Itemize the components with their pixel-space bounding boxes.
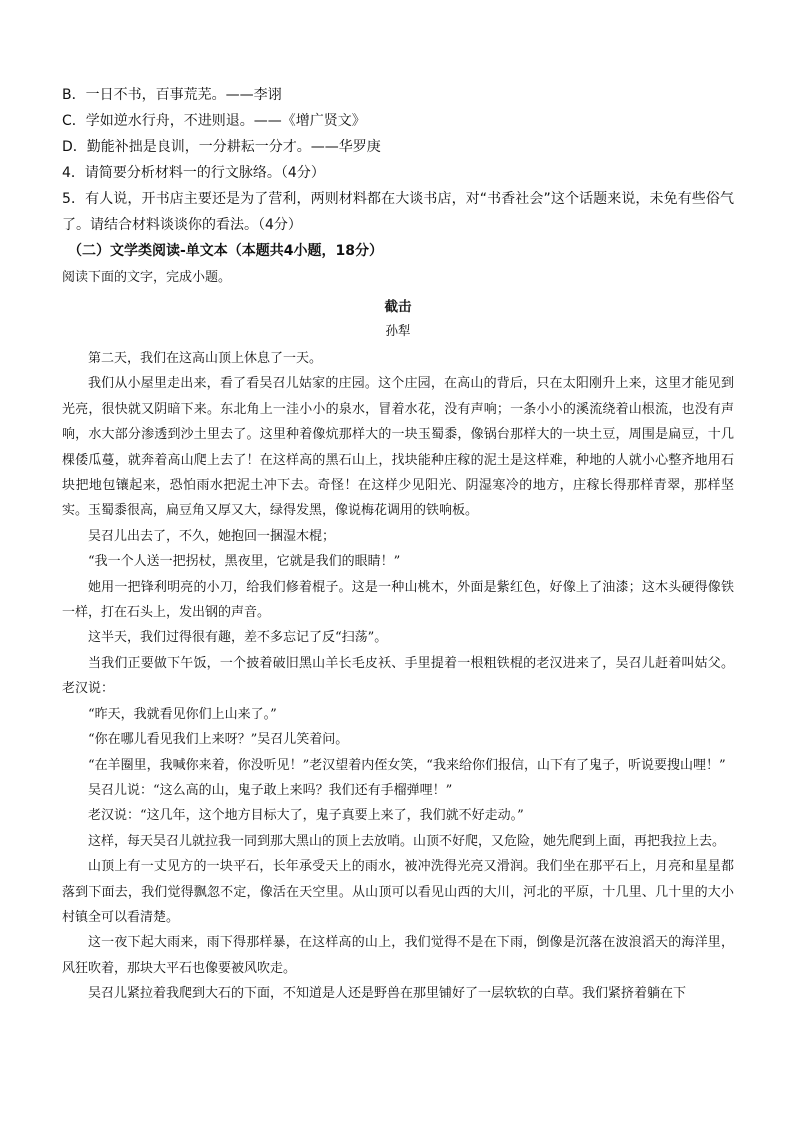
option-b: B．一日不书，百事荒芜。——李诩 bbox=[62, 87, 282, 103]
story-paragraph: 这一夜下起大雨来，雨下得那样暴，在这样高的山上，我们觉得不是在下雨，倒像是沉落在波浪滔天的海洋里，风狂吹着，那块大平石也像要被风吹走。 bbox=[62, 935, 734, 976]
story-paragraph: 我们从小屋里走出来，看了看吴召儿姑家的庄园。这个庄园，在高山的背后，只在太阳刚升上来，这里才能见到光亮，很快就又阴暗下来。东北角上一洼小小的泉水，冒着水花，没有声响；一条小小的溪流绕着山根流，也没有声响，水大部分渗透到沙土里去了。这里种着像炕那样大的一块玉蜀黍，像锅台那样大的一块土豆，周围是扁豆，十几棵倭瓜蔓，就奔着高山爬上去了！在这样高的黑石山上，找块能种庄稼的泥土是这样难，种地的人就小心整齐地用石块把地包镶起来，恐怕雨水把泥土冲下去。奇怪！在这样少见阳光、阴湿寒冷的地方，庄稼长得那样青翠，那样坚实。玉蜀黍很高，扁豆角又厚又大，绿得发黑，像说梅花调用的铁响板。 bbox=[62, 376, 734, 519]
story-paragraph: 吴召儿说：“这么高的山，鬼子敢上来吗？我们还有手榴弹哩！” bbox=[88, 782, 453, 798]
story-paragraph: “在羊圈里，我喊你来着，你没听见！”老汉望着内侄女笑，“我来给你们报信，山下有了鬼子，听说要搜山哩！” bbox=[88, 757, 726, 773]
story-paragraph: 她用一把锋利明亮的小刀，给我们修着棍子。这是一种山桃木，外面是紫红色，好像上了油漆；这木头硬得像铁一样，打在石头上，发出钢的声音。 bbox=[62, 579, 734, 621]
question-5: 5．有人说，开书店主要还是为了营利，两则材料都在大谈书店，对“书香社会”这个话题来说，未免有些俗气了。请结合材料谈谈你的看法。（4分） bbox=[62, 191, 734, 233]
reading-instruction: 阅读下面的文字，完成小题。 bbox=[62, 270, 232, 285]
story-title: 截击 bbox=[384, 299, 412, 315]
exam-page bbox=[62, 82, 734, 1007]
section-heading: （二）文学类阅读-单文本（本题共4小题，18分） bbox=[68, 243, 384, 259]
story-paragraph: 这半天，我们过得很有趣，差不多忘记了反“扫荡”。 bbox=[88, 630, 388, 646]
story-paragraph: 第二天，我们在这高山顶上休息了一天。 bbox=[88, 351, 323, 366]
question-4: 4．请简要分析材料一的行文脉络。（4分） bbox=[62, 165, 325, 181]
story-paragraph: 老汉说：“这几年，这个地方目标大了，鬼子真要上来了，我们就不好走动。” bbox=[88, 808, 524, 824]
story-paragraph: 山顶上有一丈见方的一块平石，长年承受天上的雨水，被冲洗得光亮又滑润。我们坐在那平石上，月亮和星星都落到下面去，我们觉得飘忽不定，像活在天空里。从山顶可以看见山西的大川，河北的平原，十几里、几十里的大小村镇全可以看清楚。 bbox=[62, 859, 734, 925]
story-author: 孙犁 bbox=[385, 323, 411, 338]
story-body bbox=[62, 346, 734, 1007]
story-paragraph: 当我们正要做下午饭，一个披着破旧黑山羊长毛皮袄、手里提着一根粗铁棍的老汉进来了，吴召儿赶着叫姑父。老汉说： bbox=[62, 655, 734, 697]
option-d: D．勤能补拙是良训，一分耕耘一分才。——华罗庚 bbox=[62, 139, 381, 155]
story-paragraph: “我一个人送一把拐杖，黑夜里，它就是我们的眼睛！” bbox=[88, 554, 401, 570]
story-paragraph: 吴召儿出去了，不久，她抱回一捆湿木棍； bbox=[88, 528, 336, 544]
story-paragraph: “你在哪儿看见我们上来呀？”吴召儿笑着问。 bbox=[88, 732, 349, 748]
story-paragraph: 这样，每天吴召儿就拉我一同到那大黑山的顶上去放哨。山顶不好爬，又危险，她先爬到上面，再把我拉上去。 bbox=[88, 833, 726, 849]
story-paragraph: 吴召儿紧拉着我爬到大石的下面，不知道是人还是野兽在那里铺好了一层软软的白草。我们紧挤着躺在下 bbox=[88, 986, 687, 1002]
story-paragraph: “昨天，我就看见你们上山来了。” bbox=[88, 706, 277, 722]
option-c: C．学如逆水行舟，不进则退。——《增广贤文》 bbox=[62, 113, 366, 129]
